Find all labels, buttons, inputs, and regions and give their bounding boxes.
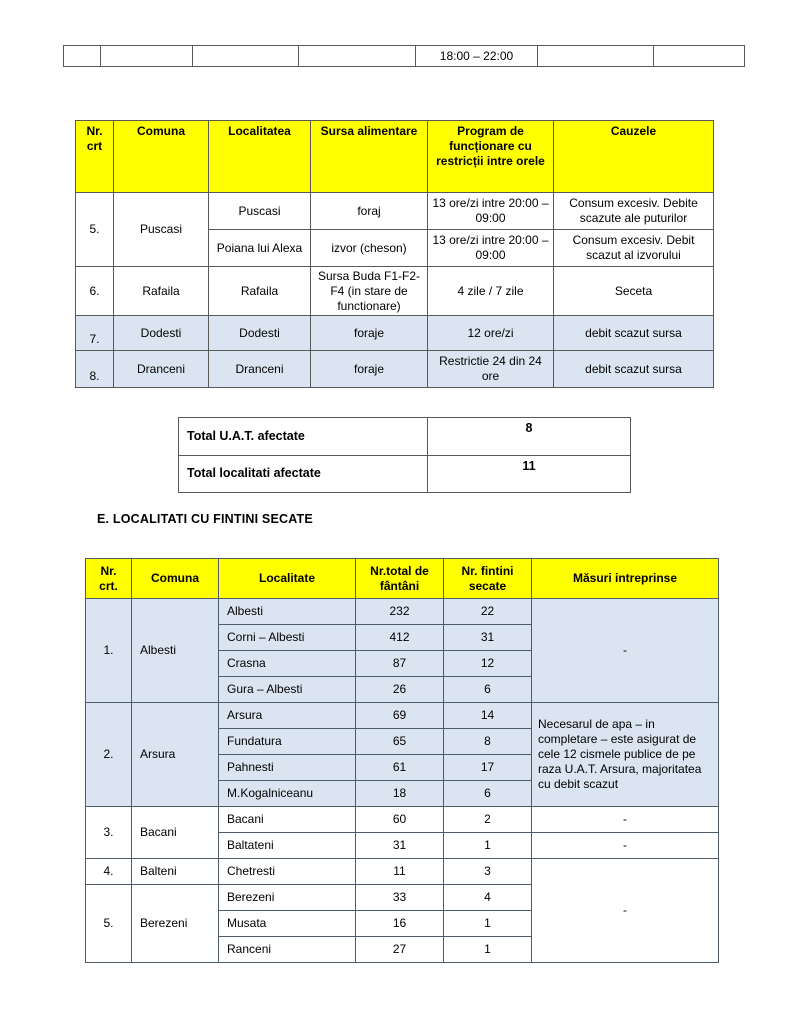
comuna-cell: Arsura: [132, 703, 219, 807]
localitate-cell: Arsura: [219, 703, 356, 729]
fintini-secate-cell: 17: [444, 755, 532, 781]
masuri-cell: -: [532, 833, 719, 859]
localitate-cell: Fundatura: [219, 729, 356, 755]
nr-cell: 4.: [86, 859, 132, 885]
comuna-cell: Bacani: [132, 807, 219, 859]
fintini-secate-cell: 4: [444, 885, 532, 911]
masuri-cell: Necesarul de apa – in completare – este asigurat de cele 12 cismele publice de pe raza U.A.T. Arsura, majoritatea cu debit scazut: [532, 703, 719, 807]
localitate-cell: M.Kogalniceanu: [219, 781, 356, 807]
table-row: [76, 351, 714, 388]
totals-table: [178, 417, 631, 493]
comuna-cell: Dranceni: [114, 351, 209, 388]
fintini-secate-cell: 8: [444, 729, 532, 755]
col-header-cauzele: Cauzele: [554, 121, 714, 193]
restrictions-table: [75, 120, 714, 388]
wells-table: [85, 558, 719, 963]
fintini-secate-cell: 3: [444, 859, 532, 885]
sursa-cell: izvor (cheson): [311, 230, 428, 267]
table-row: [76, 316, 714, 351]
fintini-secate-cell: 6: [444, 677, 532, 703]
total-fantani-cell: 31: [356, 833, 444, 859]
masuri-cell: -: [532, 599, 719, 703]
localitate-cell: Baltateni: [219, 833, 356, 859]
comuna-cell: Rafaila: [114, 267, 209, 316]
fintini-secate-cell: 1: [444, 911, 532, 937]
table-row: [86, 703, 719, 729]
table-row: [179, 456, 631, 493]
localitate-cell: Crasna: [219, 651, 356, 677]
nr-cell: 5.: [76, 193, 114, 267]
localitatea-cell: Rafaila: [209, 267, 311, 316]
sursa-cell: Sursa Buda F1-F2-F4 (in stare de functionare): [311, 267, 428, 316]
wells-header-row: [86, 559, 719, 599]
total-fantani-cell: 11: [356, 859, 444, 885]
program-cell: Restrictie 24 din 24 ore: [428, 351, 554, 388]
sursa-cell: foraje: [311, 351, 428, 388]
empty-cell: [538, 46, 654, 67]
empty-cell: [64, 46, 101, 67]
table-row: [179, 418, 631, 456]
comuna-cell: Albesti: [132, 599, 219, 703]
table-row: [86, 807, 719, 833]
col-header-comuna: Comuna: [132, 559, 219, 599]
total-fantani-cell: 232: [356, 599, 444, 625]
fintini-secate-cell: 2: [444, 807, 532, 833]
cauzele-cell: Consum excesiv. Debit scazut al izvorului: [554, 230, 714, 267]
localitate-cell: Corni – Albesti: [219, 625, 356, 651]
masuri-cell: -: [532, 807, 719, 833]
restrictions-header-row: [76, 121, 714, 193]
comuna-cell: Berezeni: [132, 885, 219, 963]
fintini-secate-cell: 14: [444, 703, 532, 729]
col-header-localitate: Localitate: [219, 559, 356, 599]
nr-cell: 2.: [86, 703, 132, 807]
col-header-nr-crt: Nr. crt: [76, 121, 114, 193]
fintini-secate-cell: 6: [444, 781, 532, 807]
comuna-cell: Balteni: [132, 859, 219, 885]
total-fantani-cell: 16: [356, 911, 444, 937]
section-heading: E. LOCALITATI CU FINTINI SECATE: [97, 512, 313, 526]
col-header-masuri: Măsuri intreprinse: [532, 559, 719, 599]
total-fantani-cell: 412: [356, 625, 444, 651]
total-uat-value: 8: [428, 418, 631, 456]
localitate-cell: Albesti: [219, 599, 356, 625]
fintini-secate-cell: 31: [444, 625, 532, 651]
localitatea-cell: Puscasi: [209, 193, 311, 230]
table-row: [76, 267, 714, 316]
localitatea-cell: Dranceni: [209, 351, 311, 388]
cauzele-cell: Consum excesiv. Debite scazute ale puturilor: [554, 193, 714, 230]
total-fantani-cell: 61: [356, 755, 444, 781]
sursa-cell: foraj: [311, 193, 428, 230]
program-cell: 13 ore/zi intre 20:00 – 09:00: [428, 193, 554, 230]
localitate-cell: Gura – Albesti: [219, 677, 356, 703]
nr-cell: 7.: [76, 316, 114, 351]
localitate-cell: Bacani: [219, 807, 356, 833]
total-fantani-cell: 60: [356, 807, 444, 833]
total-fantani-cell: 18: [356, 781, 444, 807]
top-partial-table: [63, 45, 745, 67]
fintini-secate-cell: 1: [444, 833, 532, 859]
total-localitati-value: 11: [428, 456, 631, 493]
empty-cell: [654, 46, 745, 67]
program-cell: 13 ore/zi intre 20:00 – 09:00: [428, 230, 554, 267]
total-fantani-cell: 69: [356, 703, 444, 729]
table-row: [86, 599, 719, 625]
masuri-cell: -: [532, 859, 719, 963]
empty-cell: [193, 46, 299, 67]
cauzele-cell: Seceta: [554, 267, 714, 316]
empty-cell: [299, 46, 416, 67]
col-header-nr-total-fantani: Nr.total de fântâni: [356, 559, 444, 599]
fintini-secate-cell: 22: [444, 599, 532, 625]
total-fantani-cell: 87: [356, 651, 444, 677]
program-cell: 12 ore/zi: [428, 316, 554, 351]
total-uat-label: Total U.A.T. afectate: [179, 418, 428, 456]
col-header-sursa-alimentare: Sursa alimentare: [311, 121, 428, 193]
top-partial-row: [64, 46, 745, 67]
nr-cell: 3.: [86, 807, 132, 859]
localitatea-cell: Dodesti: [209, 316, 311, 351]
localitate-cell: Pahnesti: [219, 755, 356, 781]
localitate-cell: Musata: [219, 911, 356, 937]
sursa-cell: foraje: [311, 316, 428, 351]
col-header-nr-crt: Nr. crt.: [86, 559, 132, 599]
time-interval-cell: 18:00 – 22:00: [416, 46, 538, 67]
total-fantani-cell: 65: [356, 729, 444, 755]
cauzele-cell: debit scazut sursa: [554, 316, 714, 351]
total-fantani-cell: 27: [356, 937, 444, 963]
cauzele-cell: debit scazut sursa: [554, 351, 714, 388]
col-header-program: Program de funcționare cu restricții intre orele: [428, 121, 554, 193]
nr-cell: 1.: [86, 599, 132, 703]
fintini-secate-cell: 12: [444, 651, 532, 677]
nr-cell: 8.: [76, 351, 114, 388]
table-row: [86, 859, 719, 885]
localitatea-cell: Poiana lui Alexa: [209, 230, 311, 267]
col-header-localitatea: Localitatea: [209, 121, 311, 193]
total-fantani-cell: 33: [356, 885, 444, 911]
total-localitati-label: Total localitati afectate: [179, 456, 428, 493]
program-cell: 4 zile / 7 zile: [428, 267, 554, 316]
localitate-cell: Chetresti: [219, 859, 356, 885]
col-header-comuna: Comuna: [114, 121, 209, 193]
localitate-cell: Ranceni: [219, 937, 356, 963]
comuna-cell: Dodesti: [114, 316, 209, 351]
localitate-cell: Berezeni: [219, 885, 356, 911]
nr-cell: 6.: [76, 267, 114, 316]
table-row: [76, 193, 714, 230]
nr-cell: 5.: [86, 885, 132, 963]
comuna-cell: Puscasi: [114, 193, 209, 267]
empty-cell: [101, 46, 193, 67]
fintini-secate-cell: 1: [444, 937, 532, 963]
total-fantani-cell: 26: [356, 677, 444, 703]
col-header-nr-fintini-secate: Nr. fintini secate: [444, 559, 532, 599]
